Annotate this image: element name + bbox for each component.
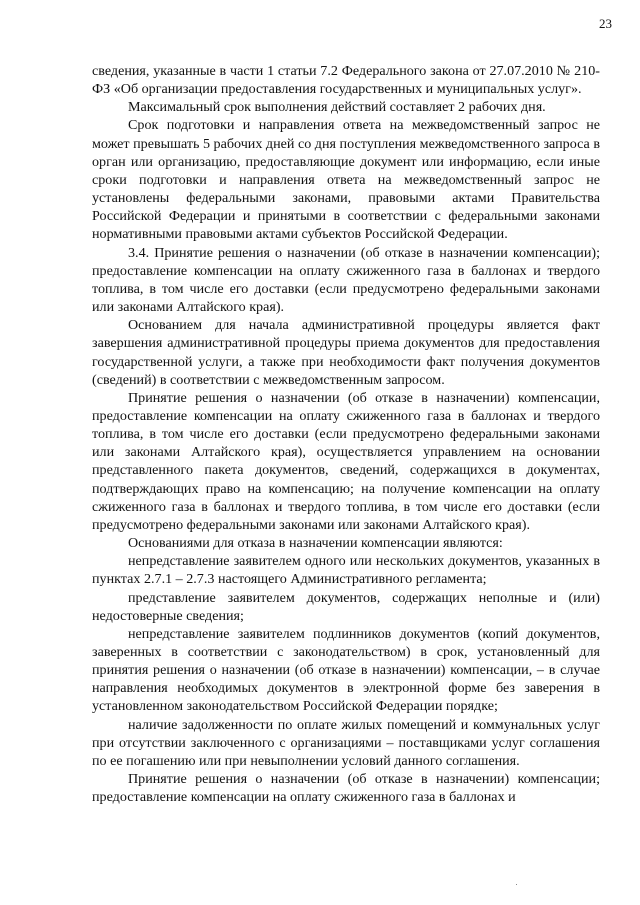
paragraph-decision-continued: Принятие решения о назначении (об отказе в назначении) компенсации; предоставление компенсации на оплату сжиженного газа в баллонах и — [92, 771, 600, 806]
paragraph-section-3-4-heading: 3.4. Принятие решения о назначении (об отказе в назначении компенсации); предоставление компенсации на оплату сжиженного газа в баллонах и твердого топлива, в том числе его доставки (если предусмотрено федеральными законами или законами Алтайского края). — [92, 244, 600, 316]
paragraph-refusal-grounds-intro: Основаниями для отказа в назначении компенсации являются: — [128, 535, 503, 552]
paragraph-procedure-basis: Основанием для начала административной процедуры является факт завершения административной процедуры приема документов для предоставления государственной услуги, а также при необходимости факт получения документов (сведений) в соответствии с межведомственным запросом. — [92, 317, 600, 388]
paragraph-reference-law-210: сведения, указанные в части 1 статьи 7.2 Федерального закона от 27.07.2010 № 210-ФЗ «Об организации предоставления государственных и муниципальных услуг». — [92, 63, 600, 98]
list-item-refusal-utility-debt: наличие задолженности по оплате жилых помещений и коммунальных услуг при отсутствии заключенного с организациями – поставщиками услуг соглашения по ее погашению или при невыполнении условий данного соглашения. — [92, 716, 600, 769]
list-item-refusal-missing-documents: непредставление заявителем одного или нескольких документов, указанных в пунктах 2.7.1 – 2.7.3 настоящего Административного регламента; — [92, 553, 600, 588]
page-number: 23 — [599, 16, 612, 31]
scan-speck — [516, 884, 517, 885]
list-item-refusal-incomplete-info: представление заявителем документов, содержащих неполные и (или) недостоверные сведения; — [92, 589, 600, 624]
list-item-refusal-no-originals: непредставление заявителем подлинников документов (копий документов, заверенных в соответствии с законодательством) в срок, установленный для принятия решения о назначении (об отказе в назначении) компенсации, – в случае направления необходимых документов в электронной форме без заверения в установленном законодательством Российской Федерации порядке; — [92, 625, 600, 715]
paragraph-max-duration: Максимальный срок выполнения действий составляет 2 рабочих дня. — [128, 99, 546, 116]
paragraph-decision-making: Принятие решения о назначении (об отказе в назначении) компенсации, предоставление компенсации на оплату сжиженного газа в баллонах и твердого топлива, в том числе его доставки (если предусмотрено федеральными законами или законами Алтайского края), осуществляется управлением на основании представленного пакета документов, сведений, содержащихся в документах, подтверждающих право на компенсацию; на получение компенсации на оплату сжиженного газа в баллонах и твердого топлива, в том числе его доставки (если предусмотрено федеральными законами или законами Алтайского края). — [92, 389, 600, 533]
paragraph-interagency-response-term: Срок подготовки и направления ответа на межведомственный запрос не может превышать 5 рабочих дней со дня поступления межведомственного запроса в орган или организацию, предоставляющие документ или информацию, если иные сроки подготовки и направления ответа на межведомственный запрос не установлены федеральными законами, правовыми актами Правительства Российской Федерации и принятыми в соответствии с федеральными законами нормативными правовыми актами субъектов Российской Федерации. — [92, 117, 600, 243]
document-body — [92, 62, 600, 806]
